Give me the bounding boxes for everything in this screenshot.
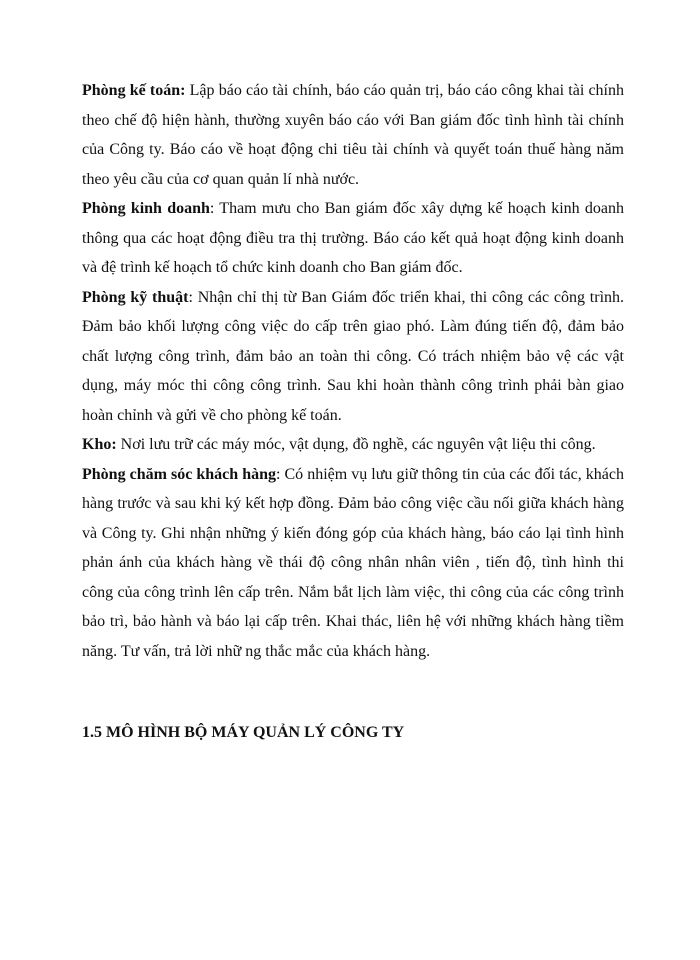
paragraph-text: : Tham mưu cho Ban giám đốc xây dựng kế hoạch kinh doanh thông qua các hoạt động điều tra thị trường. Báo cáo kết quả hoạt động kinh doanh và đệ trình kế hoạch tổ chức kinh doanh cho Ban giám đốc.	[82, 200, 625, 276]
paragraph-text: : Nhận chỉ thị từ Ban Giám đốc triển khai, thi công các công trình. Đảm bảo khối lượng công việc do cấp trên giao phó. Làm đúng tiến độ, đảm bảo chất lượng công trình, đảm bảo an toàn thi công. Có trách nhiệm bảo vệ các vật dụng, máy móc thi công công trình. Sau khi hoàn thành công trình phải bàn giao hoàn chỉnh và gửi về cho phòng kế toán.	[82, 288, 625, 424]
paragraph-term: Phòng kinh doanh	[82, 200, 210, 217]
document-body	[82, 76, 624, 666]
paragraph-term: Kho:	[82, 436, 117, 453]
paragraph-term: Phòng kỹ thuật	[82, 288, 189, 306]
paragraph-text: : Có nhiệm vụ lưu giữ thông tin của các đối tác, khách hàng trước và sau khi ký kết hợp đồng. Đảm bảo công việc cầu nối giữa khách hàng và Công ty. Ghi nhận những ý kiến đóng góp của khách hàng, báo cáo lại tình hình phản ánh của khách hàng về thái độ công nhân nhân viên , tiến độ, tình hình thi công của công trình lên cấp trên. Nắm bắt lịch làm việc, thi công của các công trình bảo trì, bảo hành và báo lại cấp trên. Khai thác, liên hệ với những khách hàng tiềm năng. Tư vấn, trả lời nhữ ng thắc mắc của khách hàng.	[82, 465, 624, 660]
paragraph-term: Phòng chăm sóc khách hàng	[82, 465, 276, 483]
paragraph-phong-ke-toan	[82, 76, 624, 194]
paragraph-phong-kinh-doanh	[82, 194, 624, 283]
paragraph-kho	[82, 430, 624, 460]
paragraph-phong-cham-soc-khach-hang	[82, 460, 624, 667]
paragraph-text: Lập báo cáo tài chính, báo cáo quản trị, báo cáo công khai tài chính theo chế độ hiện hành, thường xuyên báo cáo với Ban giám đốc tình hình tài chính của Công ty. Báo cáo về hoạt động chi tiêu tài chính và quyết toán thuế hàng năm theo yêu cầu của cơ quan quản lí nhà nước.	[82, 82, 624, 188]
paragraph-phong-ky-thuat	[82, 283, 624, 431]
paragraph-term: Phòng kế toán:	[82, 82, 186, 99]
paragraph-text: Nơi lưu trữ các máy móc, vật dụng, đồ nghề, các nguyên vật liệu thi công.	[116, 436, 596, 453]
section-heading: 1.5 MÔ HÌNH BỘ MÁY QUẢN LÝ CÔNG TY	[82, 724, 405, 741]
